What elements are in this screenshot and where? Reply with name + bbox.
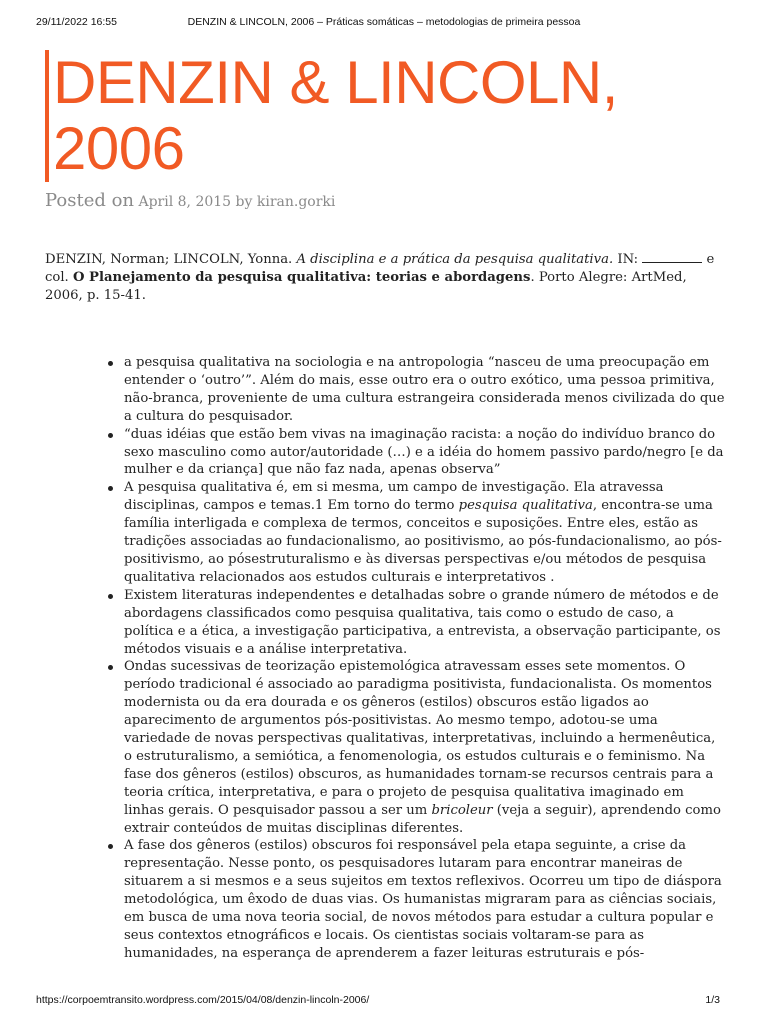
- bullet-item: [105, 426, 727, 480]
- author-link[interactable]: kiran.gorki: [256, 194, 336, 210]
- post-title-block: [45, 50, 735, 182]
- bullet-text-emphasis: pesquisa qualitativa: [458, 498, 593, 514]
- bullet-dot: [108, 361, 113, 366]
- citation: [45, 249, 720, 305]
- bullet-text-pre: Ondas sucessivas de teorização epistemológica atravessam esses sete momentos. O período tradicional é associado ao paradigma positivista, fundacionalista. Os momentos modernista ou da era dourada e os gêneros (estilos) obscuros estão ligados ao aparecimento de argumentos pós-positivistas. Ao mesmo tempo, adotou-se uma variedade de novas perspectivas qualitativas, interpretativas, incluindo a hermenêutica, o estruturalismo, a semiótica, a fenomenologia, os estudos culturais e o feminismo. Na fase dos gêneros (estilos) obscuros, as humanidades tornam-se recursos centrais para a teoria crítica, interpretativa, e para o projeto de pesquisa qualitativa imaginado em linhas gerais. O pesquisador passou a ser um: [124, 659, 716, 818]
- bullet-text-emphasis: bricoleur: [431, 802, 493, 818]
- bullet-text-pre: A pesquisa qualitativa é, em si mesma, um campo de investigação. Ela atravessa disciplinas, campos e temas.1 Em torno do termo: [124, 480, 664, 514]
- bullet-text-post: , encontra-se uma família interligada e complexa de termos, conceitos e suposições. Entre eles, estão as tradições associadas ao fundacionalismo, ao positivismo, ao pós-fundacionalismo, ao pós-positivismo, ao pósestruturalismo e às diversas perspectivas e/ou métodos de pesquisa qualitativa relacionados aos estudos culturais e interpretativos .: [124, 498, 722, 585]
- bullet-text-post: (veja a seguir), aprendendo como extrair conteúdos de muitas disciplinas diferentes.: [124, 802, 721, 836]
- post-title: DENZIN & LINCOLN, 2006: [53, 49, 618, 182]
- citation-book-title: O Planejamento da pesquisa qualitativa: teorias e abordagens: [72, 270, 531, 285]
- print-page-title: DENZIN & LINCOLN, 2006 – Práticas somáticas – metodologias de primeira pessoa: [187, 16, 581, 28]
- bullet-item: [105, 587, 727, 659]
- citation-eds-tail: e col.: [45, 252, 715, 285]
- bullet-item: [105, 837, 727, 962]
- citation-authors: DENZIN, Norman; LINCOLN, Yonna.: [45, 252, 293, 267]
- title-accent-bar: [45, 50, 49, 182]
- bullet-list: [105, 354, 727, 963]
- bullet-dot: [108, 594, 113, 599]
- print-url: https://corpoemtransito.wordpress.com/2015/04/08/denzin-lincoln-2006/: [36, 994, 370, 1006]
- citation-chapter: A disciplina e a prática da pesquisa qualitativa.: [296, 252, 614, 267]
- bullet-item: [105, 658, 727, 837]
- post-date-link[interactable]: April 8, 2015: [138, 194, 232, 210]
- bullet-item: [105, 354, 727, 426]
- bullet-dot: [108, 665, 113, 670]
- print-page-number: 1/3: [705, 994, 720, 1006]
- citation-blank-line: [642, 249, 702, 263]
- print-header: [36, 16, 732, 30]
- bullet-dot: [108, 486, 113, 491]
- bullet-text: “duas idéias que estão bem vivas na imaginação racista: a noção do indivíduo branco do sexo masculino como autor/autoridade (…) e a idéia do homem passivo pardo/negro [e da mulher e da criança] que não faz nada, apenas observa”: [124, 426, 724, 478]
- post-meta: [45, 190, 335, 211]
- print-footer: [36, 994, 732, 1008]
- bullet-text: Existem literaturas independentes e detalhadas sobre o grande número de métodos e de abordagens classificados como pesquisa qualitativa, tais como o estudo de caso, a política e a ética, a investigação participativa, a entrevista, a observação participante, os métodos visuais e a análise interpretativa.: [124, 587, 721, 657]
- bullet-item: [105, 479, 727, 586]
- citation-in-label: IN:: [617, 252, 639, 267]
- bullet-dot: [108, 844, 113, 849]
- print-datetime: 29/11/2022 16:55: [36, 16, 117, 28]
- bullet-text: a pesquisa qualitativa na sociologia e na antropologia “nasceu de uma preocupação em entender o ‘outro’”. Além do mais, esse outro era o outro exótico, uma pessoa primitiva, não-branca, proveniente de uma cultura estrangeira considerada menos civilizada do que a cultura do pesquisador.: [124, 355, 725, 424]
- bullet-text: A fase dos gêneros (estilos) obscuros foi responsável pela etapa seguinte, a crise da representação. Nesse ponto, os pesquisadores lutaram para encontrar maneiras de situarem a si mesmos e a seus sujeitos em textos reflexivos. Ocorreu um tipo de diáspora metodológica, um êxodo de duas vias. Os humanistas migraram para as ciências sociais, em busca de uma nova teoria social, de novos métodos para estudar a cultura popular e seus contextos etnográficos e locais. Os cientistas sociais voltaram-se para as humanidades, na esperança de aprenderem a fazer leituras estruturais e pós-: [124, 838, 722, 961]
- bullet-dot: [108, 433, 113, 438]
- posted-on-label: Posted on: [45, 190, 135, 211]
- citation-publisher: . Porto Alegre: ArtMed, 2006, p. 15-41.: [45, 270, 687, 303]
- by-label: by: [235, 194, 253, 210]
